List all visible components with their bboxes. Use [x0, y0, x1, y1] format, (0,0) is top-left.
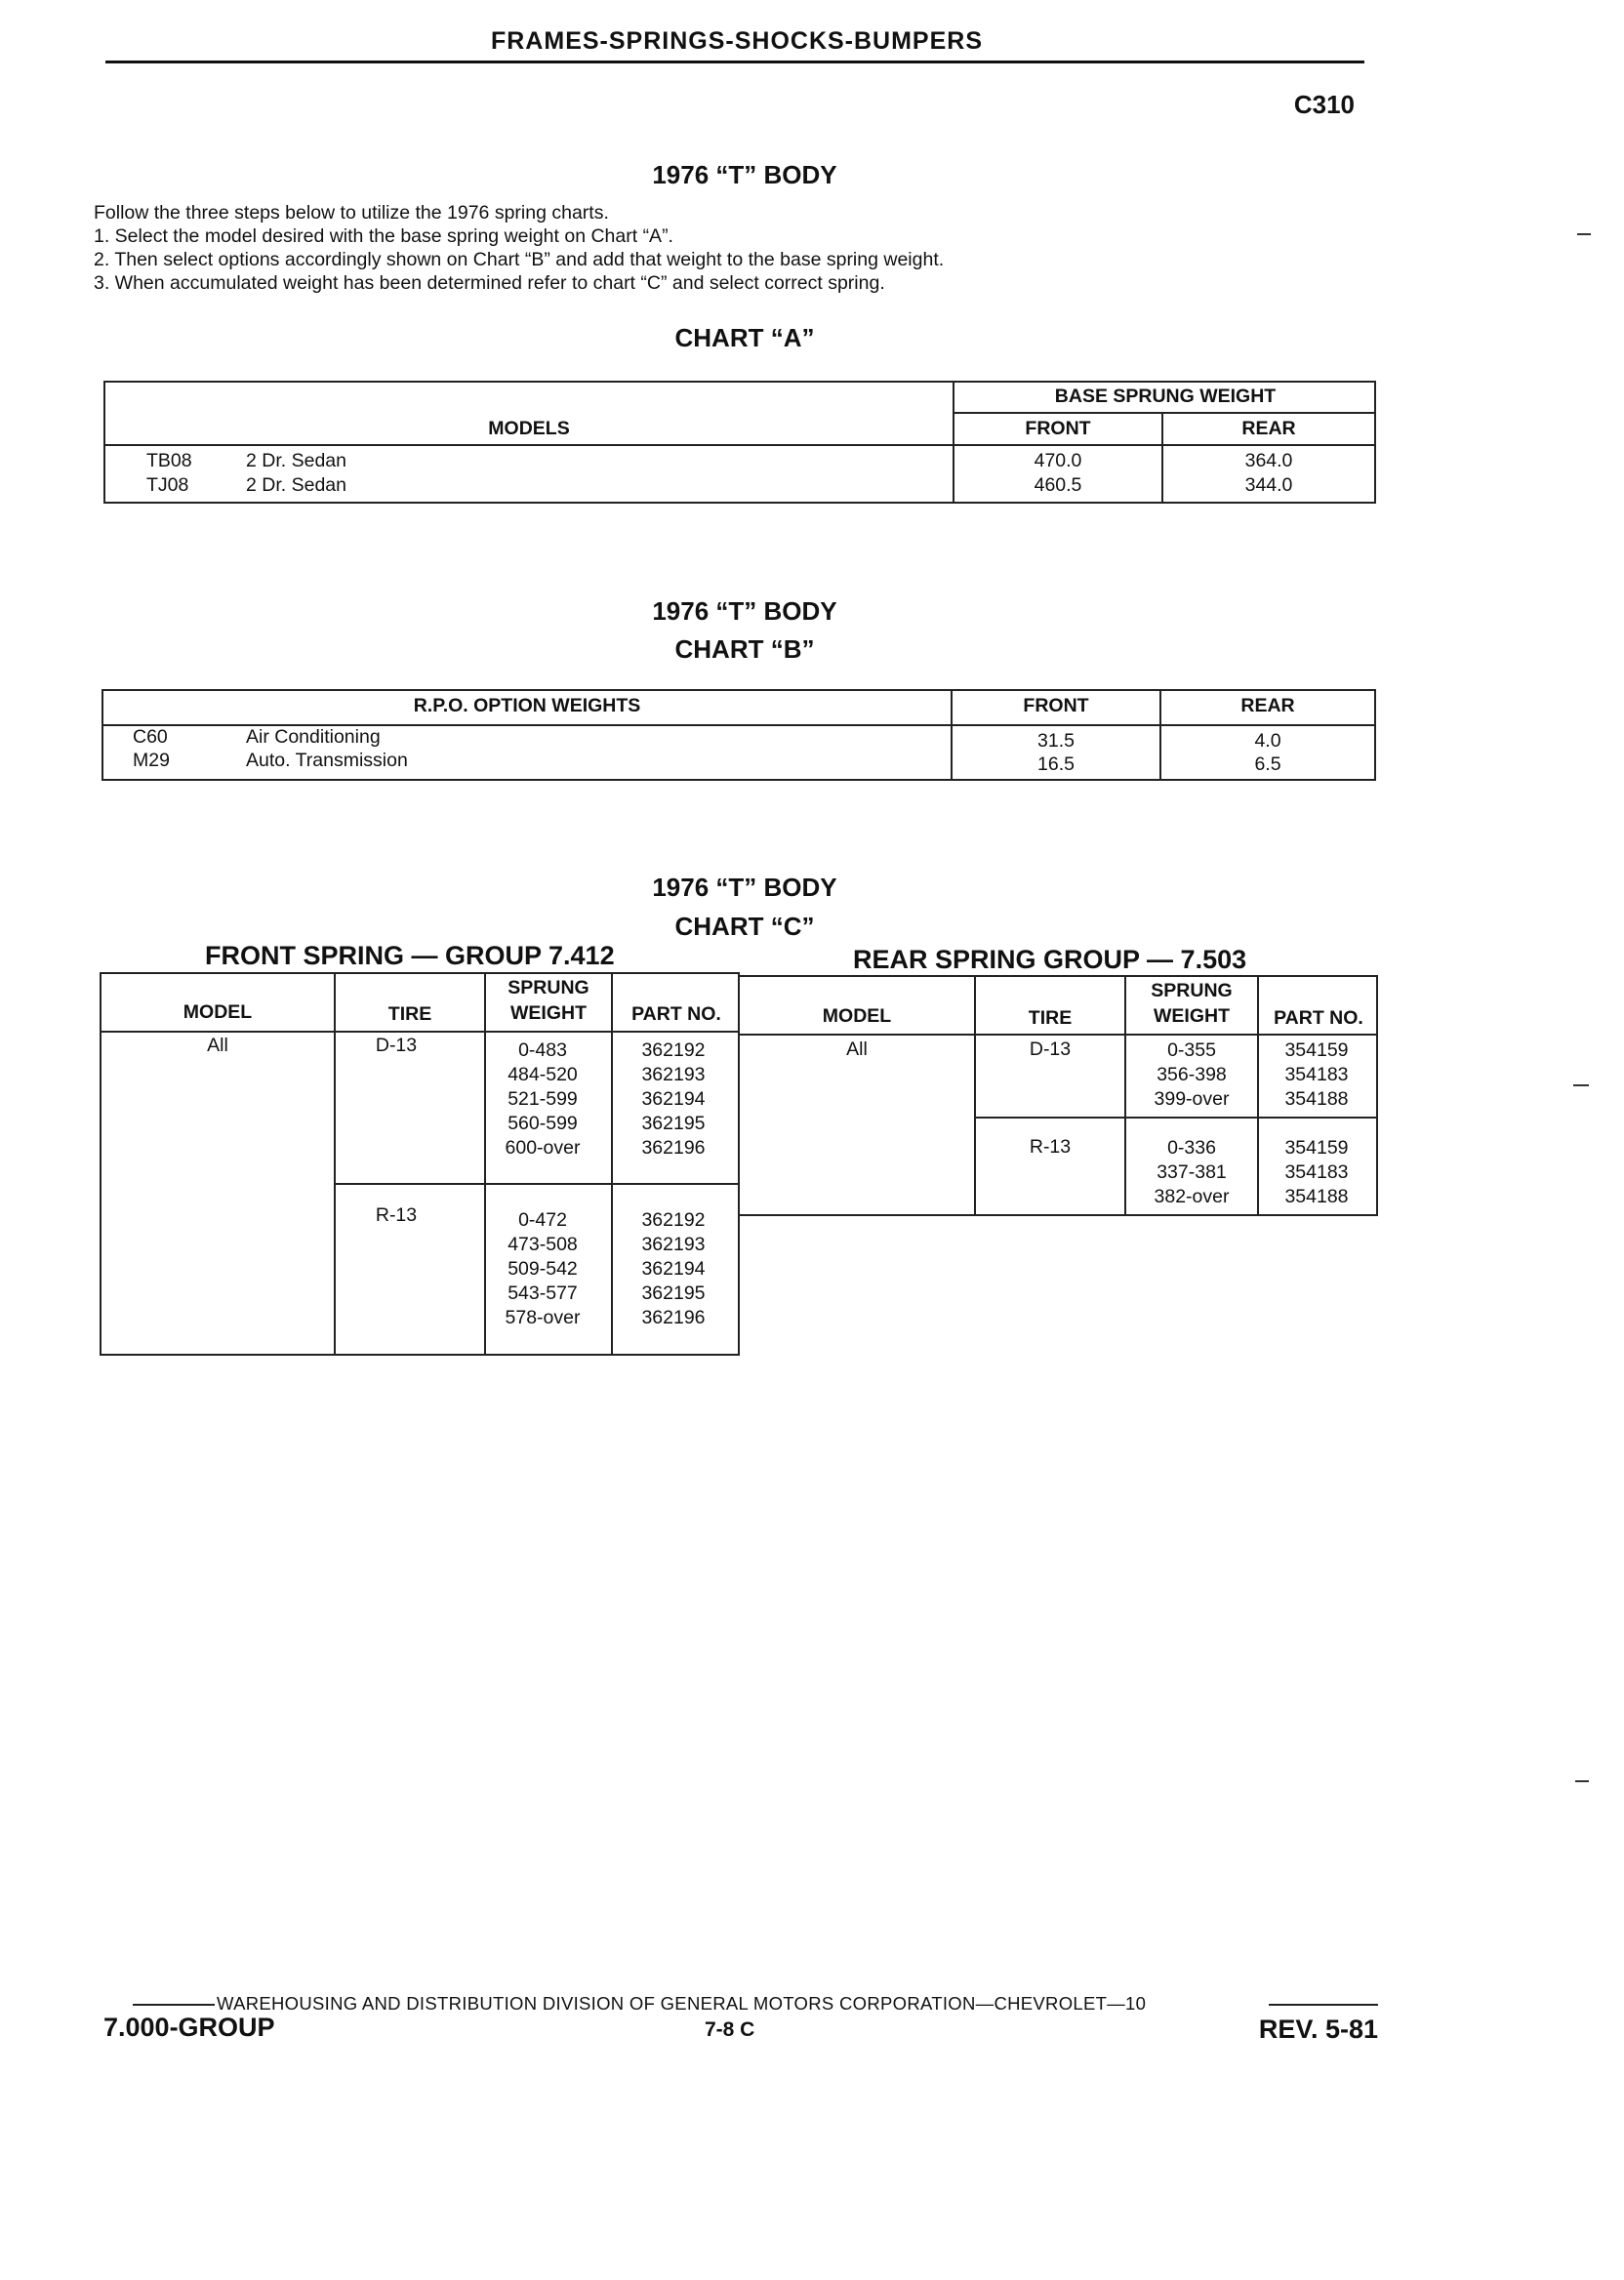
rear-tire: R-13 [1029, 1136, 1072, 1158]
section1-title: 1976 “T” BODY [652, 160, 837, 189]
front-col-weight-2: WEIGHT [510, 1002, 587, 1024]
section2-title: 1976 “T” BODY [652, 596, 837, 626]
front-spring-heading: FRONT SPRING — GROUP 7.412 [205, 941, 615, 970]
model-code: TB08 [146, 450, 192, 471]
footer-rule-right [1269, 2004, 1378, 2006]
option-front: 31.5 [1037, 730, 1075, 752]
chart-b-col-front: FRONT [1023, 695, 1089, 716]
weight-range: 0-355 [1167, 1039, 1216, 1061]
instruction-line: 2. Then select options accordingly shown on Chart “B” and add that weight to the base spring weight. [94, 249, 945, 270]
rear-weight: 344.0 [1244, 474, 1293, 496]
part-number: 362194 [641, 1258, 706, 1280]
model-desc: 2 Dr. Sedan [246, 450, 346, 471]
part-number: 362196 [641, 1137, 706, 1159]
part-number: 362193 [641, 1064, 706, 1085]
front-tire: D-13 [375, 1035, 418, 1056]
front-weight: 470.0 [1034, 450, 1082, 471]
chart-a-group-header: BASE SPRUNG WEIGHT [1054, 386, 1277, 407]
option-desc: Air Conditioning [246, 726, 381, 748]
front-col-model: MODEL [183, 1001, 253, 1023]
chart-b-title: CHART “B” [674, 634, 815, 664]
footer-group: 7.000-GROUP [103, 2013, 275, 2042]
option-rear: 4.0 [1254, 730, 1281, 752]
weight-range: 484-520 [508, 1064, 578, 1085]
rear-tire: D-13 [1029, 1038, 1072, 1060]
front-tire: R-13 [375, 1204, 418, 1226]
weight-range: 0-472 [518, 1209, 567, 1231]
rear-spring-heading: REAR SPRING GROUP — 7.503 [853, 945, 1247, 974]
footer-rule-left [133, 2004, 215, 2006]
weight-range: 473-508 [508, 1234, 578, 1255]
margin-tick [1573, 1084, 1589, 1086]
chart-c-title: CHART “C” [674, 912, 815, 941]
weight-range: 509-542 [508, 1258, 578, 1280]
weight-range: 560-599 [508, 1113, 578, 1134]
front-weight-list [486, 1208, 599, 1330]
rear-col-weight-2: WEIGHT [1154, 1005, 1230, 1027]
option-code: C60 [133, 726, 168, 748]
rear-weight: 364.0 [1244, 450, 1293, 471]
weight-range: 356-398 [1157, 1064, 1227, 1085]
chart-b-col-rear: REAR [1240, 695, 1295, 716]
model-code: TJ08 [146, 474, 189, 496]
weight-range: 399-over [1154, 1088, 1230, 1110]
weight-range: 600-over [505, 1137, 581, 1159]
instruction-line: Follow the three steps below to utilize the 1976 spring charts. [94, 202, 609, 224]
option-front: 16.5 [1037, 753, 1075, 775]
header-title: FRAMES-SPRINGS-SHOCKS-BUMPERS [490, 27, 984, 55]
model-desc: 2 Dr. Sedan [246, 474, 346, 496]
part-number: 354188 [1284, 1186, 1349, 1207]
part-number: 362193 [641, 1234, 706, 1255]
part-number: 354159 [1284, 1039, 1349, 1061]
part-number: 362196 [641, 1307, 706, 1328]
front-col-part: PART NO. [631, 1003, 721, 1025]
part-number: 354159 [1284, 1137, 1349, 1159]
front-weight: 460.5 [1034, 474, 1082, 496]
section3-title: 1976 “T” BODY [652, 873, 837, 902]
section-code: C310 [1293, 90, 1355, 119]
margin-tick [1575, 1780, 1589, 1782]
instruction-line: 3. When accumulated weight has been determined refer to chart “C” and select correct spring. [94, 272, 885, 294]
front-col-tire: TIRE [387, 1003, 432, 1025]
table-row [146, 474, 188, 497]
footer-page: 7-8 C [705, 2018, 755, 2041]
chart-a-title: CHART “A” [674, 323, 815, 352]
margin-tick [1577, 233, 1591, 235]
weight-range: 0-336 [1167, 1137, 1216, 1159]
rear-part-list [1259, 1136, 1374, 1209]
rear-part-list [1259, 1038, 1374, 1112]
weight-range: 578-over [505, 1307, 581, 1328]
option-desc: Auto. Transmission [246, 750, 408, 771]
chart-b-col-options: R.P.O. OPTION WEIGHTS [413, 695, 641, 716]
weight-range: 337-381 [1157, 1161, 1227, 1183]
instruction-line: 1. Select the model desired with the base spring weight on Chart “A”. [94, 225, 673, 247]
part-number: 362195 [641, 1113, 706, 1134]
weight-range: 382-over [1154, 1186, 1230, 1207]
rear-col-part: PART NO. [1274, 1007, 1363, 1029]
rear-col-tire: TIRE [1028, 1007, 1073, 1029]
part-number: 362194 [641, 1088, 706, 1110]
footer-rev: REV. 5-81 [1258, 2015, 1378, 2044]
option-rear: 6.5 [1254, 753, 1281, 775]
weight-range: 0-483 [518, 1039, 567, 1061]
front-model: All [207, 1035, 228, 1056]
rear-col-model: MODEL [822, 1005, 892, 1027]
part-number: 354183 [1284, 1161, 1349, 1183]
front-col-weight-1: SPRUNG [508, 977, 589, 998]
instructions [94, 201, 944, 295]
part-number: 362195 [641, 1282, 706, 1304]
chart-a-col-front: FRONT [1025, 418, 1091, 439]
weight-range: 521-599 [508, 1088, 578, 1110]
part-number: 354183 [1284, 1064, 1349, 1085]
part-number: 362192 [641, 1209, 706, 1231]
part-number: 354188 [1284, 1088, 1349, 1110]
part-number: 362192 [641, 1039, 706, 1061]
weight-range: 543-577 [508, 1282, 578, 1304]
table-row [146, 450, 192, 472]
chart-a-col-models: MODELS [488, 418, 570, 439]
chart-a-col-rear: REAR [1241, 418, 1296, 439]
rear-weight-list [1126, 1038, 1257, 1112]
rear-weight-list [1126, 1136, 1257, 1209]
front-part-list [613, 1038, 734, 1160]
front-weight-list [486, 1038, 599, 1160]
rear-model: All [846, 1038, 868, 1060]
front-part-list [613, 1208, 734, 1330]
rear-col-weight-1: SPRUNG [1151, 980, 1233, 1001]
option-code: M29 [133, 750, 170, 771]
footer-line: WAREHOUSING AND DISTRIBUTION DIVISION OF GENERAL MOTORS CORPORATION—CHEVROLET—10 [217, 1993, 1147, 2014]
header-rule [105, 61, 1364, 63]
